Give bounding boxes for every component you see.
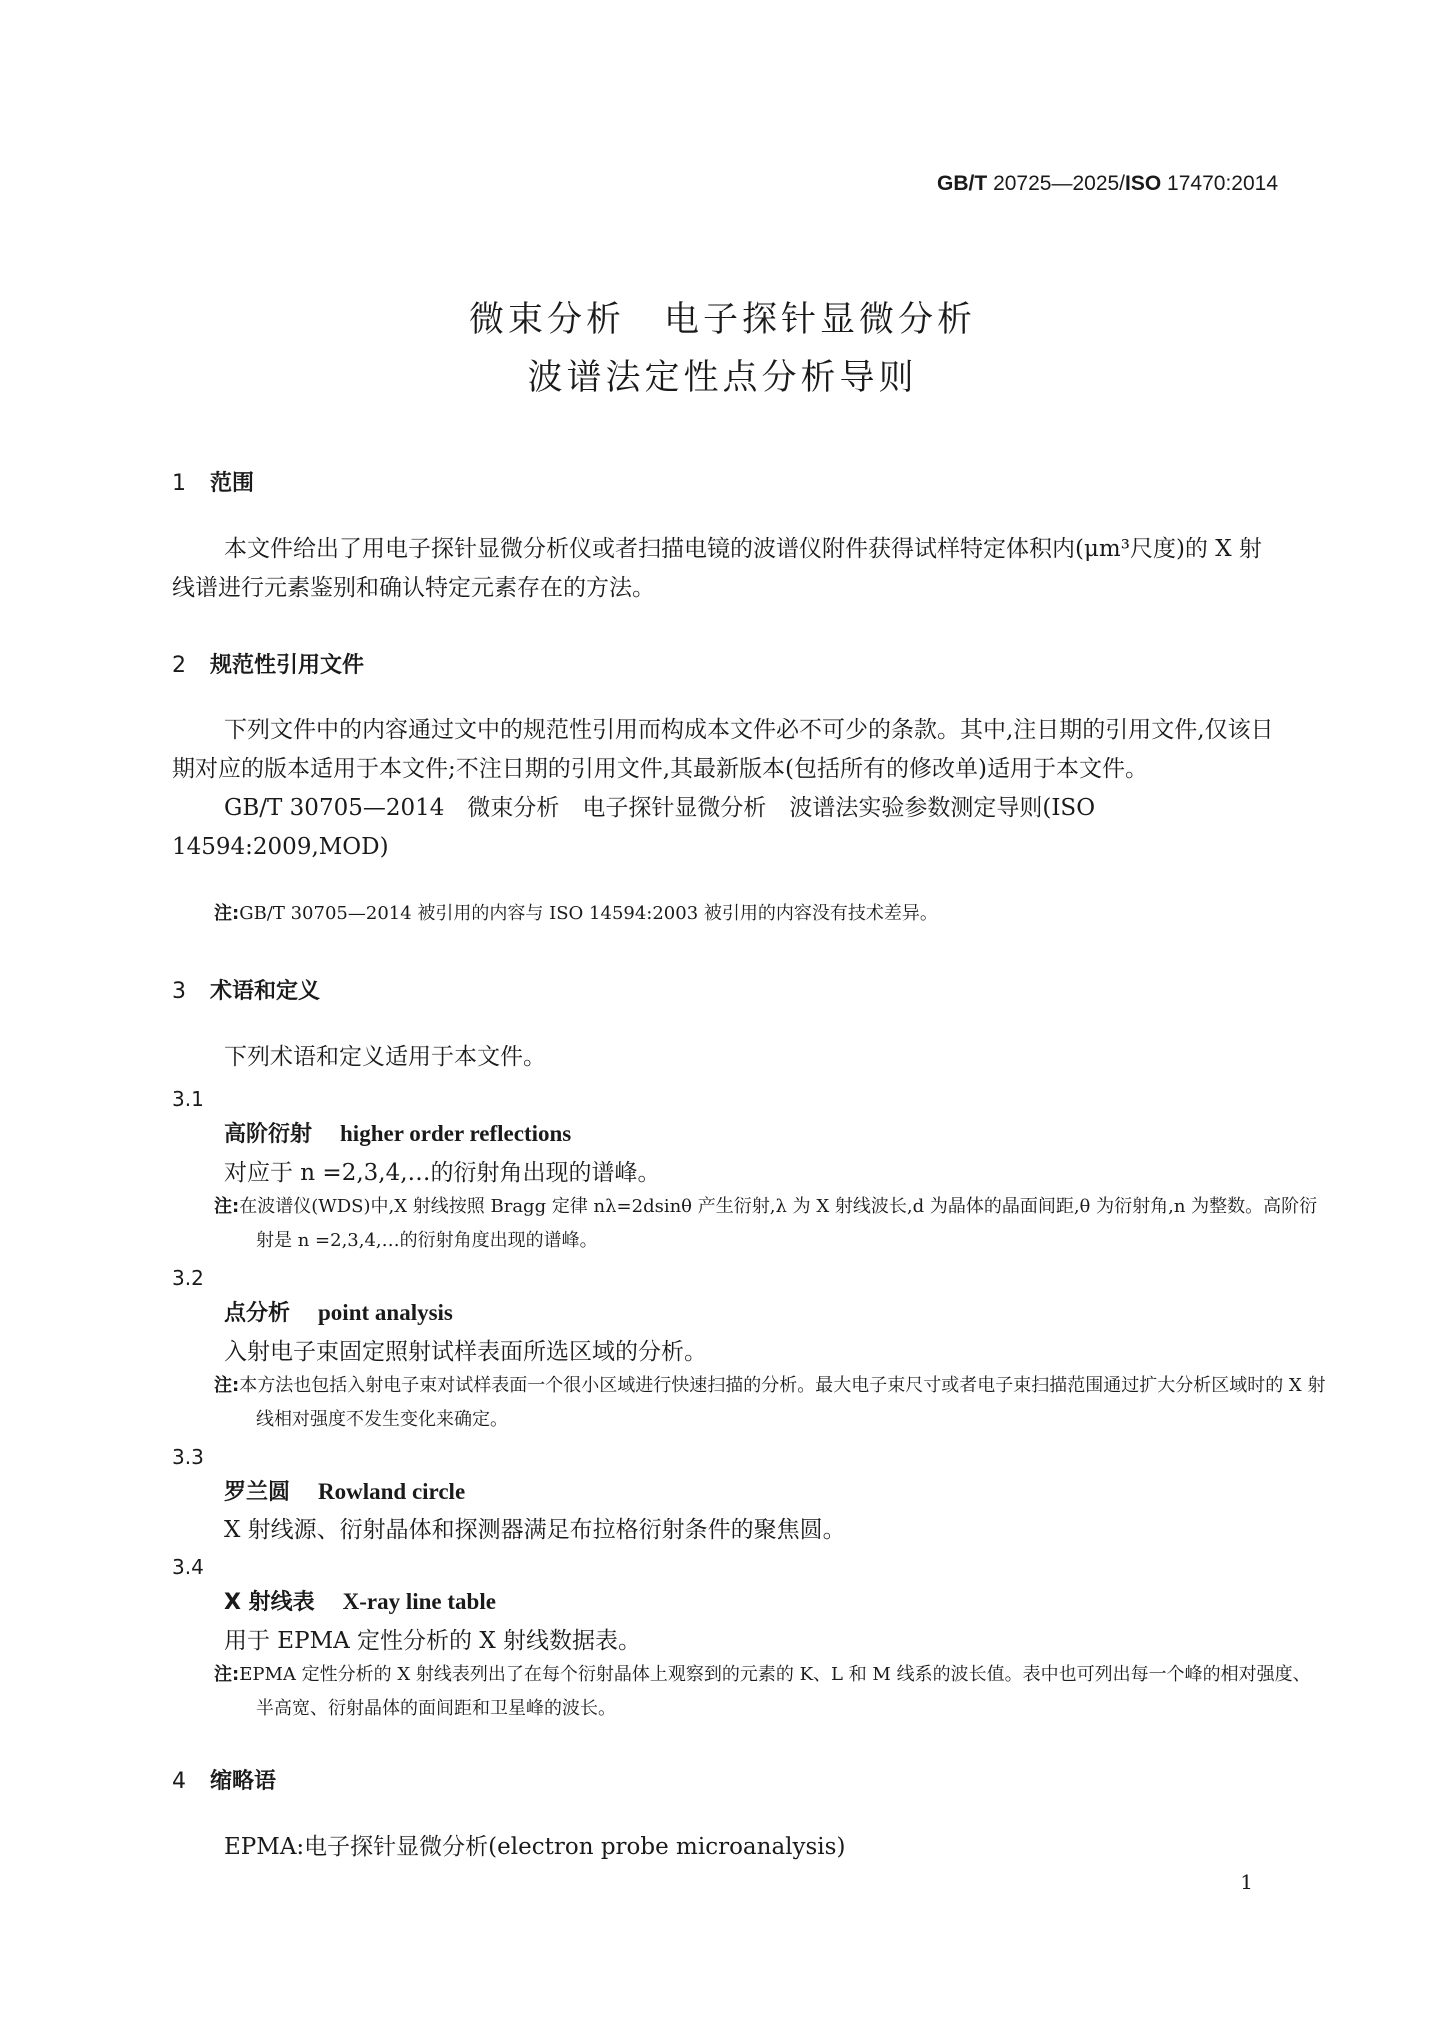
term-zh: X 射线表	[224, 1590, 315, 1615]
document-title-line1: 微束分析 电子探针显微分析	[468, 300, 976, 340]
term-note	[214, 1369, 1326, 1437]
section-title: 范围	[210, 471, 255, 496]
note-text: EPMA 定性分析的 X 射线表列出了在每个衍射晶体上观察到的元素的 K、L 和 M 线系的波长值。表中也可列出每一个峰的相对强度、半高宽、衍射晶体的面间距和卫星峰的波长。	[239, 1664, 1311, 1719]
term-number: 3.3	[172, 1445, 204, 1469]
section-4-heading	[172, 1764, 276, 1795]
section-2-heading	[172, 648, 364, 679]
term-heading	[224, 1296, 453, 1327]
term-en: point analysis	[318, 1300, 453, 1325]
paragraph: EPMA:电子探针显微分析(electron probe microanalysis)	[224, 1834, 846, 1860]
paragraph: 下列术语和定义适用于本文件。	[224, 1044, 546, 1070]
term-en: X-ray line table	[342, 1589, 496, 1614]
section-4-body	[172, 1828, 1282, 1867]
term-zh: 高阶衍射	[224, 1122, 313, 1147]
term-zh: 点分析	[224, 1301, 291, 1326]
section-number: 2	[172, 653, 186, 678]
section-2-note	[214, 897, 1326, 931]
term-heading	[224, 1475, 465, 1506]
term-number: 3.4	[172, 1555, 204, 1579]
section-title: 规范性引用文件	[210, 653, 365, 678]
standard-number-header	[937, 172, 1278, 196]
section-2-body	[172, 711, 1282, 867]
section-1-body	[172, 530, 1282, 608]
section-number: 4	[172, 1769, 186, 1794]
section-number: 1	[172, 471, 186, 496]
term-definition: 用于 EPMA 定性分析的 X 射线数据表。	[224, 1628, 642, 1654]
term-definition: X 射线源、衍射晶体和探测器满足布拉格衍射条件的聚焦圆。	[224, 1517, 846, 1543]
note-label: 注:	[214, 903, 240, 924]
note-label: 注:	[214, 1196, 240, 1217]
term-zh: 罗兰圆	[224, 1480, 291, 1505]
std-number: 20725—2025/	[993, 172, 1126, 195]
term-number: 3.2	[172, 1266, 204, 1290]
iso-prefix: ISO	[1125, 172, 1162, 195]
normative-reference: GB/T 30705—2014 微束分析 电子探针显微分析 波谱法实验参数测定导则(ISO 14594:2009,MOD)	[172, 795, 1096, 860]
note-text: 本方法也包括入射电子束对试样表面一个很小区域进行快速扫描的分析。最大电子束尺寸或者电子束扫描范围通过扩大分析区域时的 X 射线相对强度不发生变化来确定。	[239, 1375, 1326, 1430]
section-1-heading	[172, 466, 254, 497]
term-number: 3.1	[172, 1087, 204, 1111]
note-label: 注:	[214, 1664, 240, 1685]
term-note	[214, 1190, 1326, 1258]
term-heading	[224, 1117, 571, 1148]
std-prefix: GB/T	[937, 172, 988, 195]
term-definition: 入射电子束固定照射试样表面所选区域的分析。	[224, 1339, 707, 1365]
section-title: 术语和定义	[210, 979, 321, 1004]
term-definition: 对应于 n =2,3,4,…的衍射角出现的谱峰。	[224, 1160, 661, 1186]
term-heading	[224, 1585, 496, 1616]
term-note	[214, 1658, 1326, 1726]
paragraph: 下列文件中的内容通过文中的规范性引用而构成本文件必不可少的条款。其中,注日期的引用文件,仅该日期对应的版本适用于本文件;不注日期的引用文件,其最新版本(包括所有的修改单)适用于本文件。	[172, 717, 1274, 782]
document-title-line2: 波谱法定性点分析导则	[527, 358, 918, 398]
page-number: 1	[1240, 1870, 1253, 1894]
note-text: GB/T 30705—2014 被引用的内容与 ISO 14594:2003 被引用的内容没有技术差异。	[239, 903, 938, 924]
term-en: higher order reflections	[340, 1121, 572, 1146]
iso-number: 17470:2014	[1167, 172, 1278, 195]
section-3-heading	[172, 974, 320, 1005]
section-title: 缩略语	[210, 1769, 277, 1794]
note-text: 在波谱仪(WDS)中,X 射线按照 Bragg 定律 nλ=2dsinθ 产生衍射,λ 为 X 射线波长,d 为晶体的晶面间距,θ 为衍射角,n 为整数。高阶衍射是 n =2,3,4,…的衍射角度出现的谱峰。	[239, 1196, 1318, 1251]
note-label: 注:	[214, 1375, 240, 1396]
section-number: 3	[172, 979, 186, 1004]
section-3-intro	[172, 1038, 1282, 1077]
term-en: Rowland circle	[318, 1479, 466, 1504]
paragraph: 本文件给出了用电子探针显微分析仪或者扫描电镜的波谱仪附件获得试样特定体积内(μm³尺度)的 X 射线谱进行元素鉴别和确认特定元素存在的方法。	[172, 536, 1262, 601]
